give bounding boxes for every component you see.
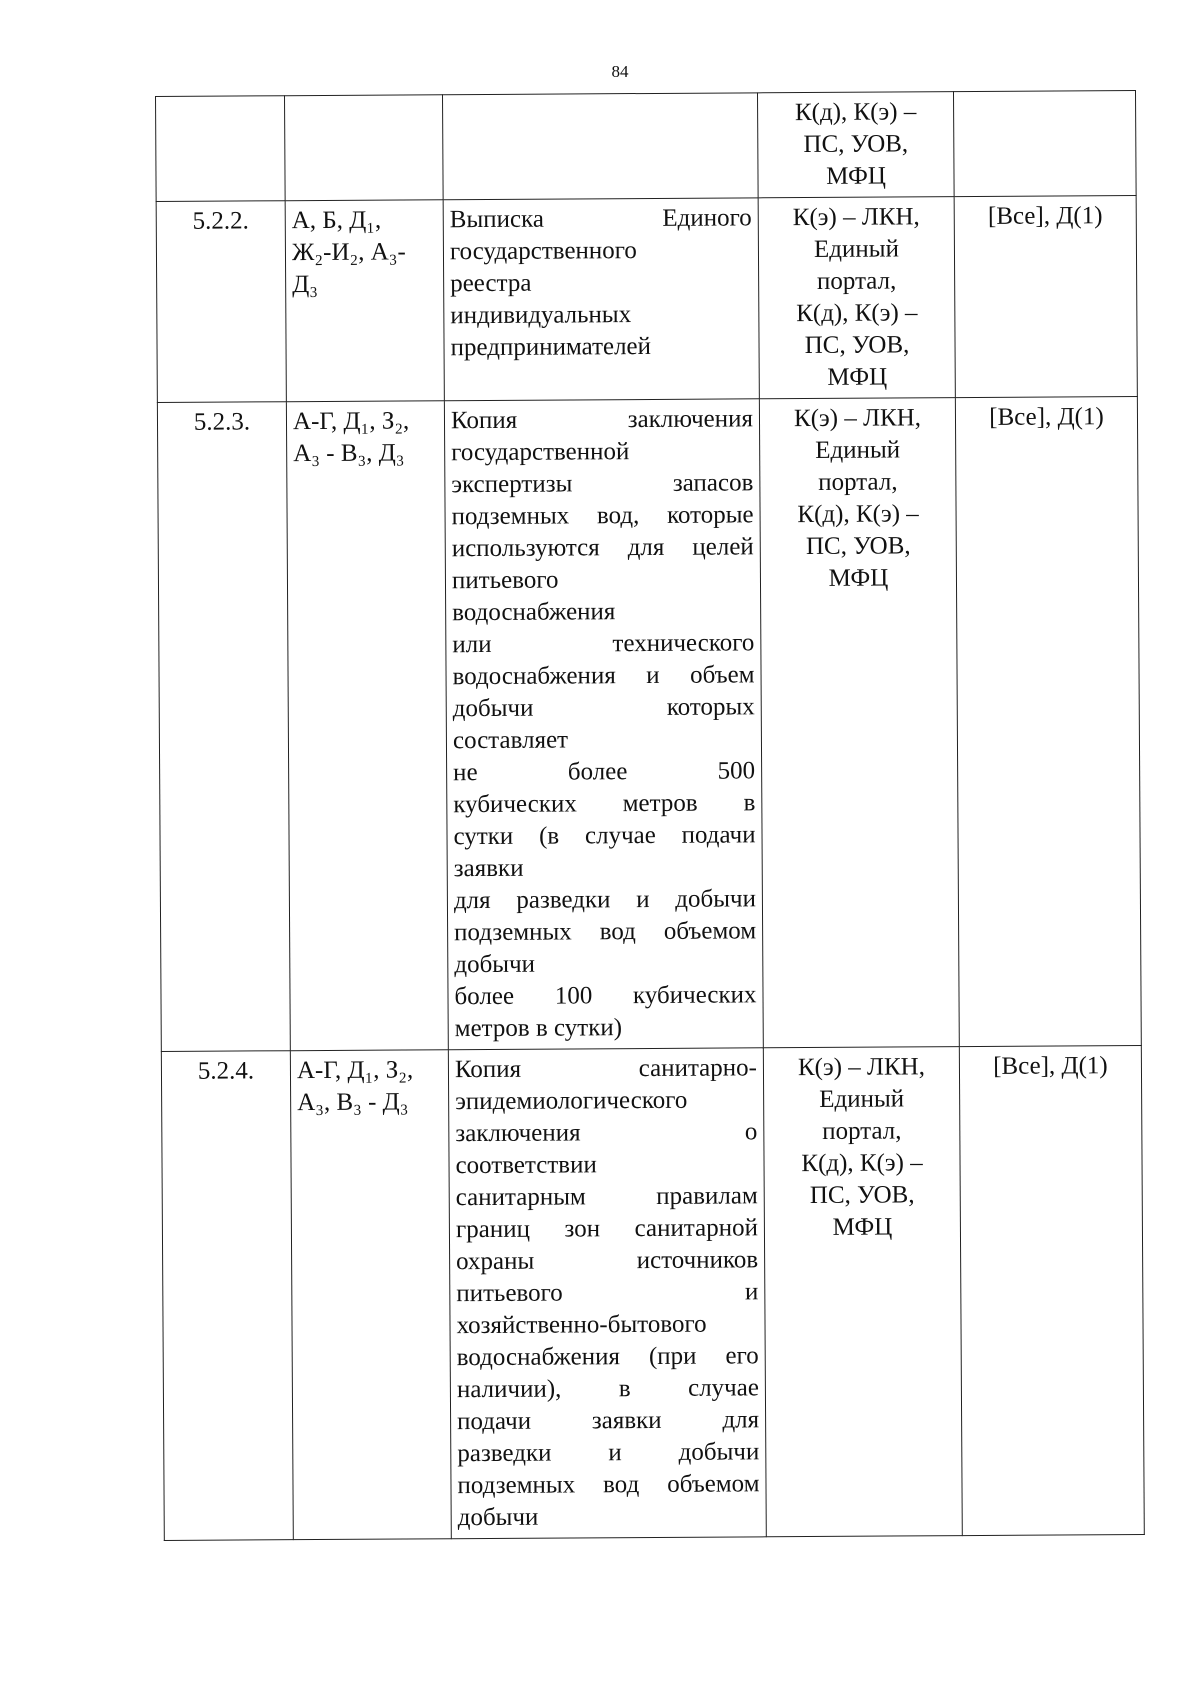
channels-line: МФЦ	[832, 1213, 893, 1241]
table-row	[156, 196, 1137, 403]
document-line: Копия заключения	[450, 405, 754, 435]
channels-cell	[758, 197, 955, 399]
document-table	[155, 90, 1145, 1541]
channels-line: портал,	[822, 1117, 902, 1145]
document-line: добычи	[457, 1503, 539, 1532]
row-number-cell	[161, 1051, 293, 1541]
document-line: заключения о	[455, 1118, 758, 1148]
channels-line: МФЦ	[828, 564, 889, 592]
channels-line: К(д), К(э) –	[796, 299, 918, 328]
document-line: государственного	[449, 237, 637, 266]
condition-text: [Все], Д(1)	[989, 403, 1104, 431]
document-line: водоснабжения	[452, 598, 616, 627]
document-line: заявки	[453, 854, 524, 883]
document-line: охраны источников	[456, 1246, 759, 1276]
document-line: предпринимателей	[450, 332, 652, 362]
document-line: хозяйственно-бытового	[456, 1310, 707, 1340]
document-line: подземных вод объемом	[457, 1470, 760, 1500]
channels-line: МФЦ	[827, 363, 888, 391]
document-line: подачи заявки для	[457, 1406, 760, 1436]
document-line: или технического	[452, 629, 755, 659]
document-line: сутки (в случае подачи	[453, 821, 756, 851]
document-line: добычи которых	[452, 693, 755, 723]
channels-cell	[759, 398, 959, 1048]
page-number: 84	[611, 62, 629, 81]
applicants-cell	[290, 1050, 451, 1540]
applicants-line: А₃, В₃ - Д₃	[297, 1088, 409, 1117]
applicants-cell	[286, 401, 448, 1051]
row-number-cell	[157, 402, 290, 1052]
document-line: границ зон санитарной	[455, 1214, 759, 1244]
applicants-line: А-Г, Д₁, З₂,	[292, 407, 410, 436]
condition-text: [Все], Д(1)	[987, 202, 1103, 230]
document-line: экспертизы запасов	[451, 469, 754, 499]
condition-cell	[954, 196, 1137, 398]
channels-line: К(э) – ЛКН,	[793, 404, 922, 433]
document-line: индивидуальных	[450, 301, 632, 330]
document-line: более 100 кубических	[454, 981, 757, 1011]
document-line: разведки и добычи	[457, 1438, 760, 1468]
applicants-line: Ж₂-И₂, А₃-	[291, 238, 406, 267]
channels-line: К(э) – ЛКН,	[792, 203, 920, 232]
document-line: водоснабжения и объем	[452, 661, 755, 691]
document-line: реестра	[450, 269, 532, 298]
row-number: 5.2.2.	[192, 207, 249, 235]
document-cell	[442, 93, 758, 200]
document-line: используются для целей	[451, 533, 754, 563]
condition-text: [Все], Д(1)	[993, 1052, 1108, 1080]
condition-cell	[955, 397, 1141, 1047]
channels-line: ПС, УОВ,	[805, 532, 911, 561]
row-number: 5.2.4.	[197, 1057, 255, 1085]
document-line: государственной	[451, 438, 630, 467]
channels-line: ПС, УОВ,	[804, 331, 910, 360]
document-line: не более 500	[453, 757, 756, 787]
table-row	[156, 91, 1137, 202]
document-line: составляет	[452, 726, 569, 755]
document-cell	[444, 399, 763, 1050]
channels-line: Единый	[813, 235, 899, 263]
document-line: кубических метров в	[453, 789, 756, 819]
document-line: для разведки и добычи	[453, 885, 756, 915]
document-line: Копия санитарно-	[454, 1054, 758, 1084]
table-row	[161, 1045, 1144, 1540]
document-line: водоснабжения (при его	[456, 1342, 759, 1372]
document-line: метров в сутки)	[454, 1014, 623, 1043]
document-line: соответствии	[455, 1151, 597, 1180]
channels-line: ПС, УОВ,	[809, 1181, 915, 1210]
document-line: питьевого и	[456, 1278, 759, 1308]
condition-cell	[953, 91, 1136, 197]
document-line: Выписка Единого	[449, 204, 752, 234]
document-line: подземных вод объемом	[454, 917, 757, 947]
applicants-line: А₃ - В₃, Д₃	[293, 439, 405, 468]
channels-line: Единый	[819, 1085, 905, 1113]
document-line: эпидемиологического	[455, 1086, 688, 1116]
channels-cell	[757, 92, 954, 198]
applicants-line: А, Б, Д₁,	[291, 206, 382, 235]
channels-line: К(д), К(э) –	[801, 1149, 923, 1178]
channels-line: К(э) – ЛКН,	[797, 1053, 926, 1082]
channels-line: К(д), К(э) –	[797, 500, 919, 529]
condition-cell	[959, 1045, 1144, 1535]
row-number-cell	[156, 201, 286, 403]
channels-cell	[763, 1047, 962, 1537]
channels-line: портал,	[816, 267, 897, 295]
channels-line: Единый	[815, 436, 901, 464]
table-row	[157, 397, 1141, 1052]
applicants-line: Д₃	[292, 271, 319, 299]
applicants-line: А-Г, Д₁, З₂,	[296, 1056, 414, 1085]
row-number: 5.2.3.	[193, 408, 251, 436]
document-line: санитарным правилам	[455, 1182, 758, 1212]
row-number-cell	[156, 96, 286, 202]
document-line: питьевого	[451, 566, 559, 595]
applicants-cell	[285, 200, 444, 402]
document-line: добычи	[454, 950, 536, 979]
document-cell	[443, 198, 759, 401]
document-line: подземных вод, которые	[451, 501, 754, 531]
document-line: наличии), в случае	[456, 1374, 759, 1404]
channels-line: К(д), К(э) –	[794, 98, 917, 127]
document-cell	[448, 1048, 766, 1539]
applicants-cell	[285, 95, 444, 201]
channels-line: МФЦ	[826, 162, 886, 190]
channels-line: ПС, УОВ,	[803, 130, 909, 159]
channels-line: портал,	[818, 468, 898, 496]
